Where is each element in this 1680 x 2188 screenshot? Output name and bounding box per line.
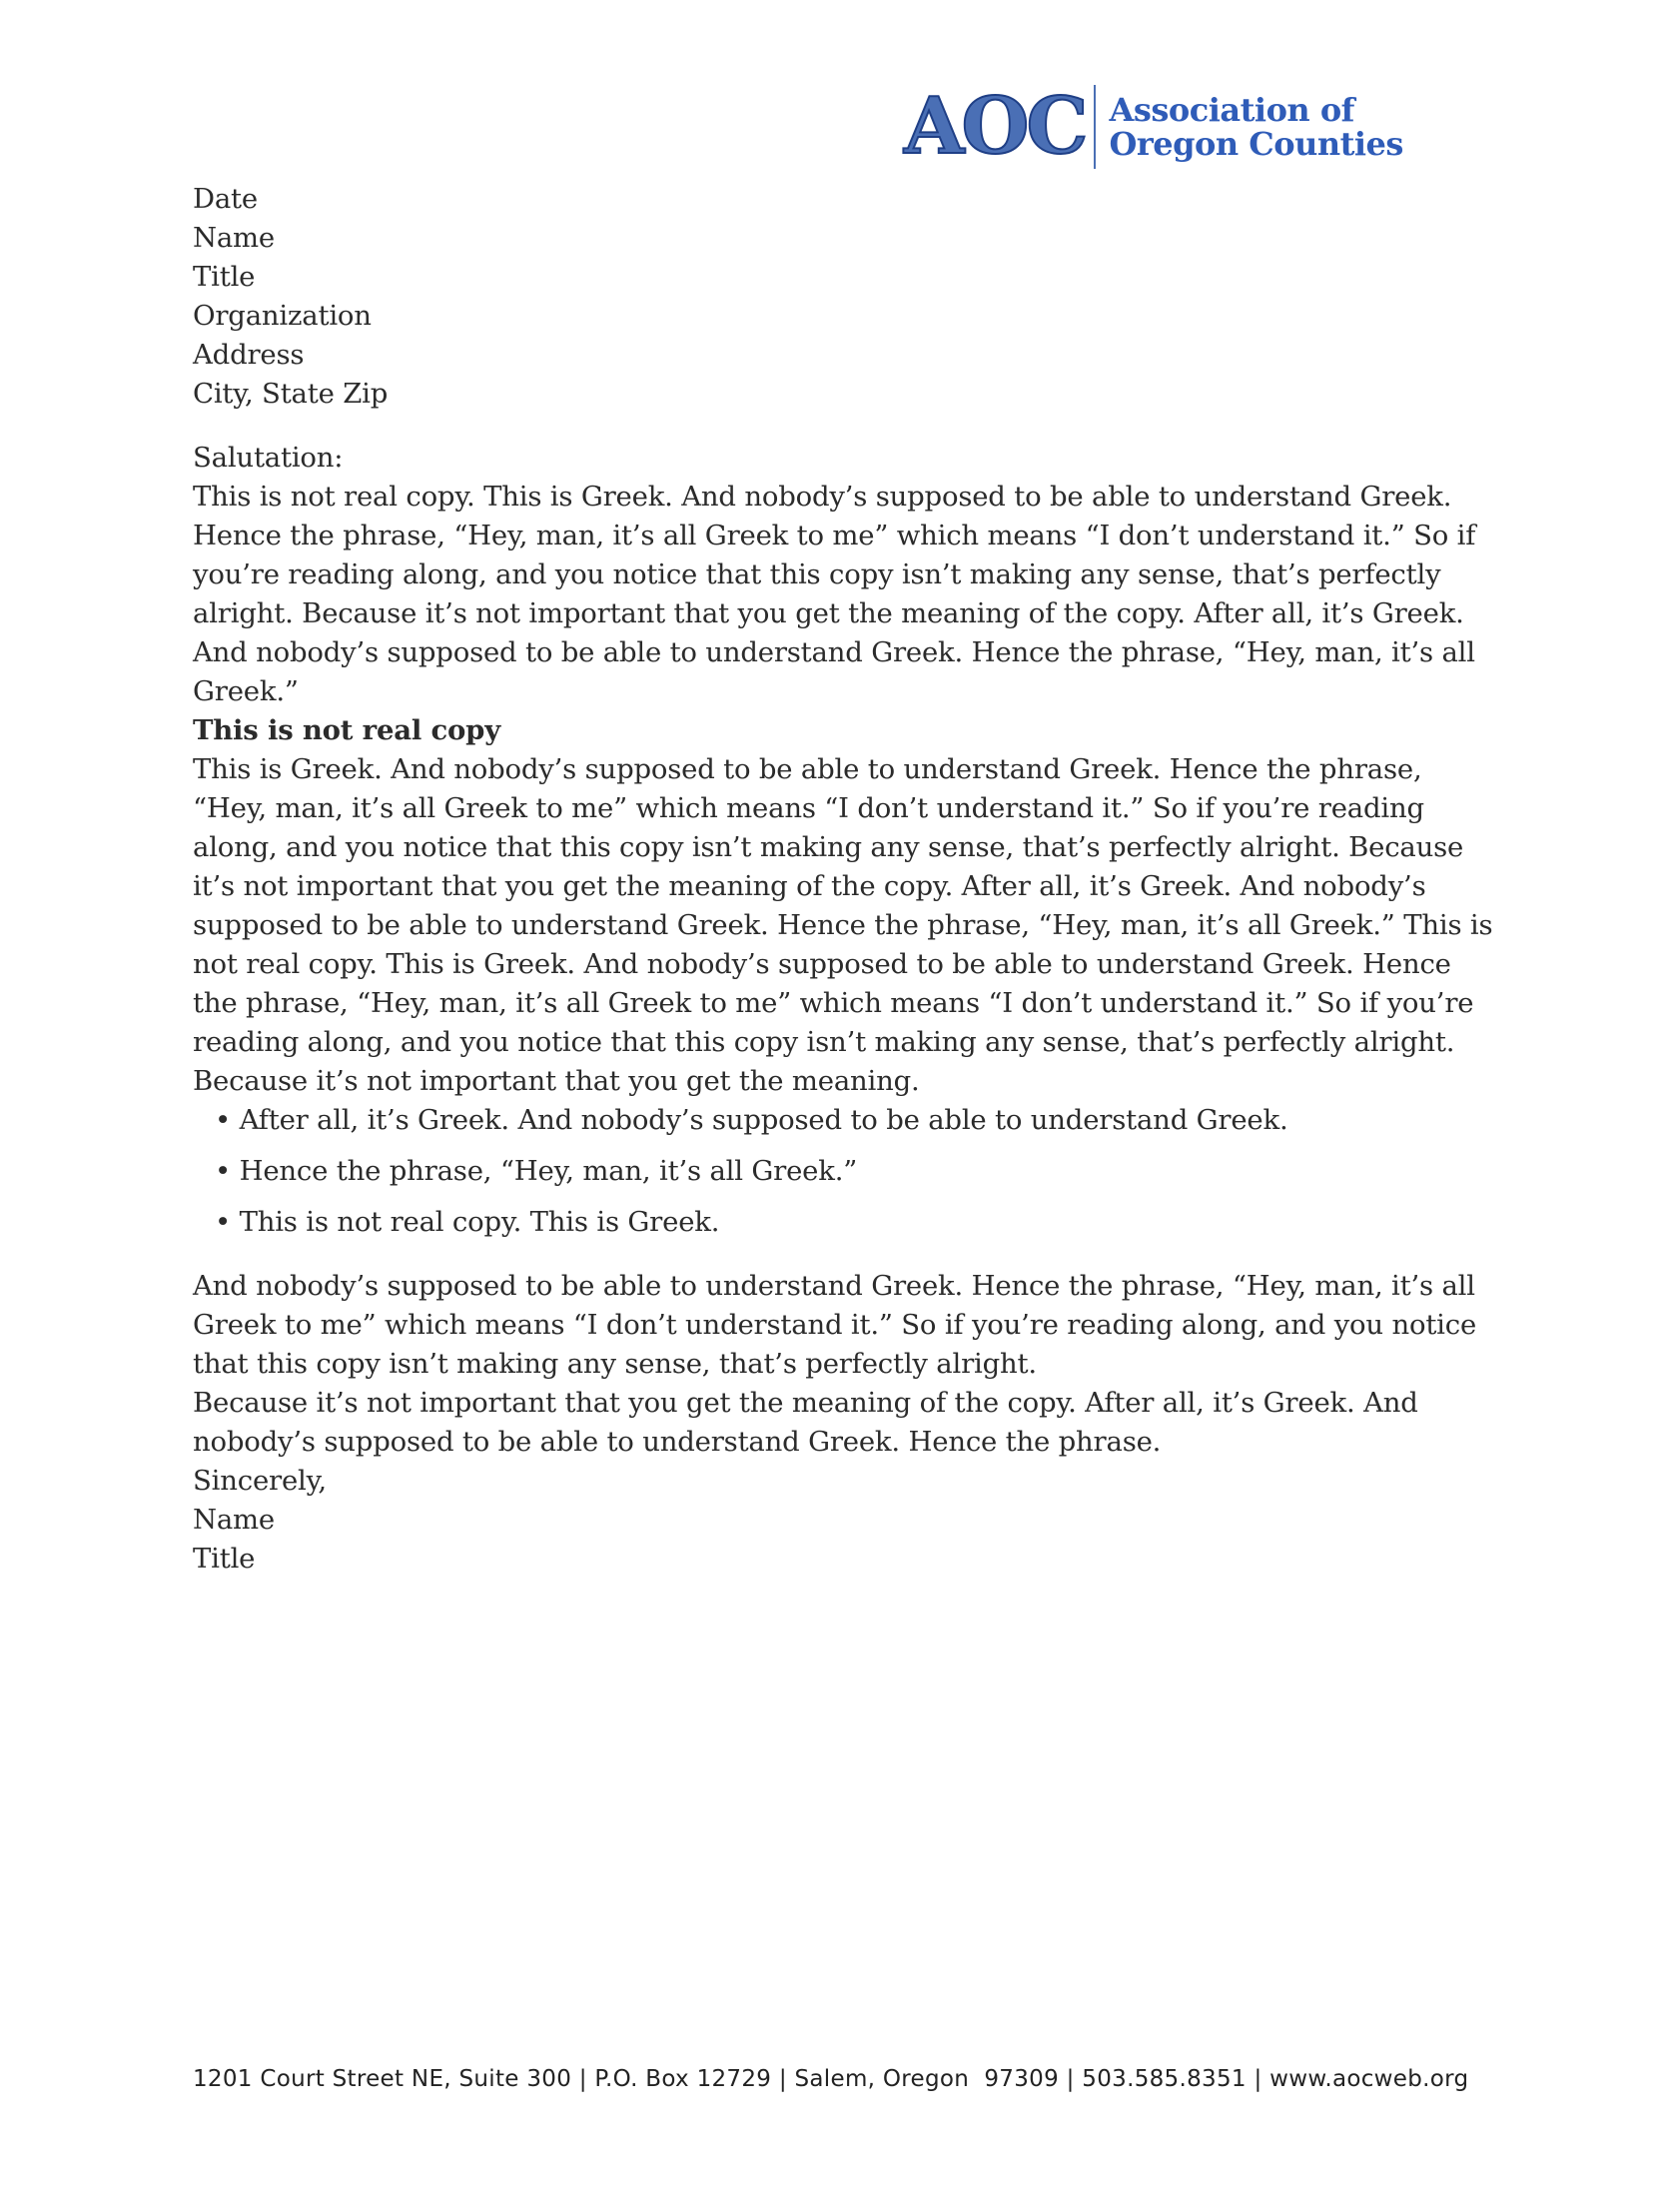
recipient-city-state-zip: City, State Zip	[193, 378, 389, 410]
aoc-logo	[904, 81, 1403, 172]
logo-name-line2: Oregon Counties	[1109, 125, 1403, 163]
letter-body	[193, 180, 1501, 1579]
body-paragraph-1: This is not real copy. This is Greek. And nobody’s supposed to be able to understand Greek. Hence the phrase, “Hey, man, it’s all Greek to me” which means “I don’t understand it.” So if you’re reading along, and you notice that this copy isn’t making any sense, that’s perfectly alright. Because it’s not important that you get the meaning of the copy. After all, it’s Greek. And nobody’s supposed to be able to understand Greek. Hence the phrase, “Hey, man, it’s all Greek.”	[193, 481, 1476, 707]
body-paragraph-3: And nobody’s supposed to be able to understand Greek. Hence the phrase, “Hey, man, it’s all Greek to me” which means “I don’t understand it.” So if you’re reading along, and you notice that this copy isn’t making any sense, that’s perfectly alright.	[193, 1270, 1477, 1380]
logo-mark: AOC	[904, 81, 1086, 172]
bullet-item: • This is not real copy. This is Greek.	[215, 1203, 1501, 1242]
signer-title: Title	[193, 1543, 256, 1575]
footer-contact-info: 1201 Court Street NE, Suite 300 | P.O. Box 12729 | Salem, Oregon 97309 | 503.585.8351 | www.aocweb.org	[193, 2066, 1469, 2092]
recipient-name: Name	[193, 222, 276, 254]
bullet-item: • After all, it’s Greek. And nobody’s supposed to be able to understand Greek.	[215, 1101, 1501, 1140]
bullet-list	[193, 1101, 1501, 1242]
body-paragraph-4: Because it’s not important that you get the meaning of the copy. After all, it’s Greek. And nobody’s supposed to be able to understand Greek. Hence the phrase.	[193, 1387, 1418, 1458]
signature-block	[193, 1501, 1501, 1579]
recipient-block	[193, 219, 1501, 414]
letter-date: Date	[193, 183, 258, 215]
closing: Sincerely,	[193, 1465, 327, 1497]
logo-org-name	[1110, 93, 1403, 161]
body-paragraph-2: This is Greek. And nobody’s supposed to be able to understand Greek. Hence the phrase, “Hey, man, it’s all Greek to me” which means “I don’t understand it.” So if you’re reading along, and you notice that this copy isn’t making any sense, that’s perfectly alright. Because it’s not important that you get the meaning of the copy. After all, it’s Greek. And nobody’s supposed to be able to understand Greek. Hence the phrase, “Hey, man, it’s all Greek.” This is not real copy. This is Greek. And nobody’s supposed to be able to understand Greek. Hence the phrase, “Hey, man, it’s all Greek to me” which means “I don’t understand it.” So if you’re reading along, and you notice that this copy isn’t making any sense, that’s perfectly alright. Because it’s not important that you get the meaning.	[193, 753, 1493, 1097]
recipient-title: Title	[193, 261, 256, 293]
bullet-item: • Hence the phrase, “Hey, man, it’s all Greek.”	[215, 1152, 1501, 1191]
logo-name-line1: Association of	[1109, 91, 1354, 129]
signer-name: Name	[193, 1504, 276, 1536]
section-heading: This is not real copy	[193, 714, 500, 746]
logo-divider	[1094, 85, 1096, 169]
recipient-organization: Organization	[193, 300, 372, 332]
salutation: Salutation:	[193, 442, 344, 474]
recipient-address: Address	[193, 339, 305, 371]
